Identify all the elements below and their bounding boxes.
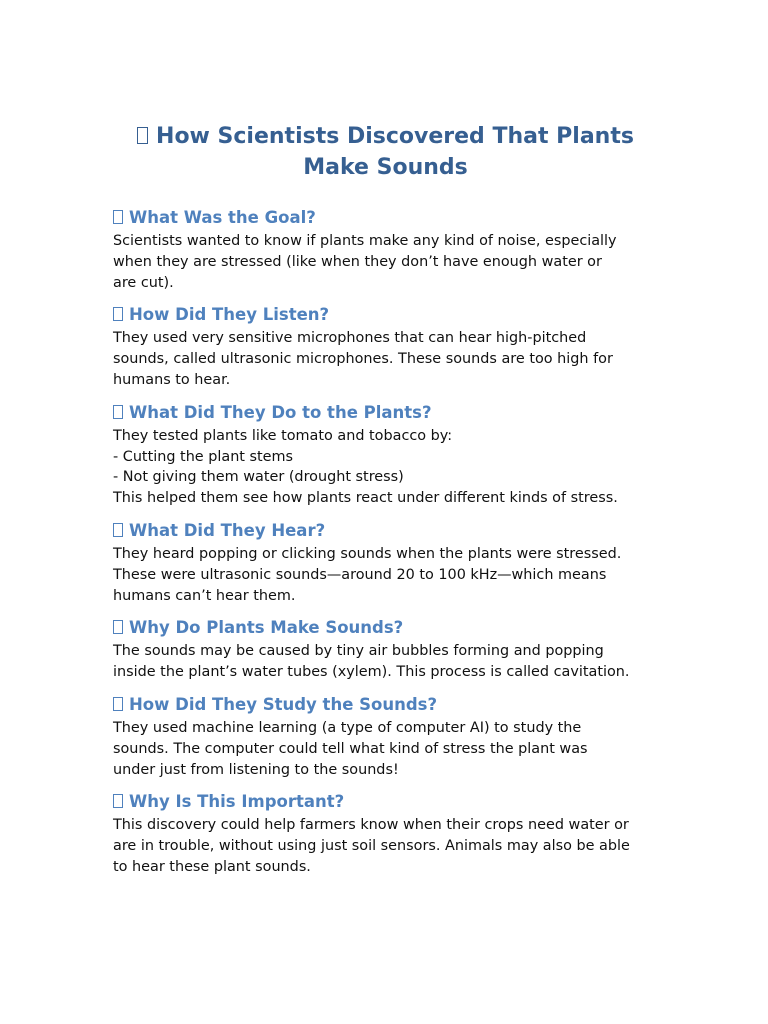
text-line: under just from listening to the sounds! [113, 761, 399, 778]
section-paragraph [113, 426, 658, 509]
section-heading [113, 617, 658, 639]
text-line: They used machine learning (a type of computer AI) to study the [113, 719, 582, 736]
text-line: are cut). [113, 274, 174, 291]
section-heading [113, 791, 658, 813]
page-title [113, 121, 658, 183]
section-paragraph [113, 544, 658, 606]
emoji-glyph-icon [113, 405, 123, 419]
emoji-glyph-icon [113, 210, 123, 224]
section-heading-text: Why Is This Important? [129, 792, 345, 812]
title-line-text: How Scientists Discovered That Plants [156, 124, 634, 149]
text-line: to hear these plant sounds. [113, 858, 311, 875]
text-line: inside the plant’s water tubes (xylem). This process is called cavitation. [113, 664, 630, 681]
section-paragraph [113, 231, 658, 293]
section-heading [113, 207, 658, 229]
section-paragraph [113, 328, 658, 390]
text-line: They tested plants like tomato and tobacco by: [113, 427, 453, 444]
section-paragraph [113, 641, 658, 683]
title-line: Make Sounds [303, 155, 468, 180]
text-line: when they are stressed (like when they don’t have enough water or [113, 253, 602, 270]
section-heading-text: Why Do Plants Make Sounds? [129, 618, 404, 638]
document-page [113, 121, 658, 889]
text-line: They heard popping or clicking sounds when the plants were stressed. [113, 545, 622, 562]
section-listen [113, 304, 658, 390]
emoji-glyph-icon [113, 697, 123, 711]
section-heading-text: How Did They Study the Sounds? [129, 694, 438, 714]
section-paragraph [113, 815, 658, 877]
section-hear [113, 520, 658, 606]
section-heading [113, 402, 658, 424]
text-line: This helped them see how plants react under different kinds of stress. [113, 490, 618, 507]
section-heading [113, 694, 658, 716]
text-line: These were ultrasonic sounds—around 20 to 100 kHz—which means [113, 566, 607, 583]
emoji-glyph-icon [113, 523, 123, 537]
text-line: sounds, called ultrasonic microphones. These sounds are too high for [113, 351, 613, 368]
emoji-glyph-icon [113, 794, 123, 808]
emoji-glyph-icon [113, 620, 123, 634]
emoji-glyph-icon [113, 307, 123, 321]
section-plants [113, 402, 658, 509]
text-line: sounds. The computer could tell what kind of stress the plant was [113, 740, 588, 757]
text-line: humans can’t hear them. [113, 587, 296, 604]
section-heading-text: How Did They Listen? [129, 305, 330, 325]
text-line: They used very sensitive microphones that can hear high-pitched [113, 330, 587, 347]
list-item: - Not giving them water (drought stress) [113, 469, 404, 486]
text-line: This discovery could help farmers know when their crops need water or [113, 817, 629, 834]
section-heading-text: What Did They Hear? [129, 520, 326, 540]
section-heading [113, 520, 658, 542]
text-line: are in trouble, without using just soil sensors. Animals may also be able [113, 838, 630, 855]
list-item: - Cutting the plant stems [113, 448, 294, 465]
emoji-glyph-icon [137, 127, 148, 144]
section-paragraph [113, 718, 658, 780]
section-study [113, 694, 658, 780]
section-heading-text: What Was the Goal? [129, 208, 316, 227]
section-heading [113, 304, 658, 326]
text-line: Scientists wanted to know if plants make any kind of noise, especially [113, 233, 617, 249]
section-why-sounds [113, 617, 658, 683]
text-line: humans to hear. [113, 371, 231, 388]
text-line: The sounds may be caused by tiny air bubbles forming and popping [113, 643, 604, 660]
title-line [113, 121, 658, 152]
section-heading-text: What Did They Do to the Plants? [129, 402, 432, 422]
section-goal [113, 207, 658, 293]
section-importance [113, 791, 658, 877]
